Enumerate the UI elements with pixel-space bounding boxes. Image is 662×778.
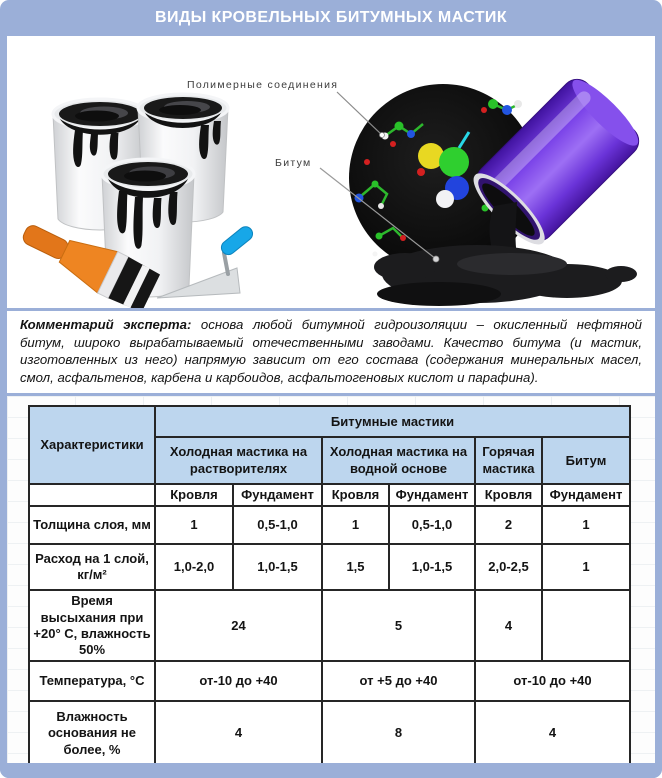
- value-cell: 1,5: [322, 544, 389, 590]
- table-row: [29, 661, 630, 701]
- value-cell: 1,0-2,0: [155, 544, 233, 590]
- expert-comment: [7, 308, 655, 396]
- page-title: ВИДЫ КРОВЕЛЬНЫХ БИТУМНЫХ МАСТИК: [155, 9, 507, 26]
- bitumen-illustration: [7, 36, 655, 308]
- value-cell: 1: [155, 506, 233, 544]
- value-cell: от-10 до +40: [475, 661, 630, 701]
- value-cell: 1: [542, 506, 630, 544]
- group-header: Битумные мастики: [155, 406, 630, 437]
- value-cell: 24: [155, 590, 322, 661]
- illustration: [7, 36, 655, 308]
- value-cell: от +5 до +40: [322, 661, 475, 701]
- page-body: [7, 36, 655, 763]
- surface-header: Фундамент: [389, 484, 475, 506]
- mastics-table: [28, 405, 631, 766]
- value-cell: 1,0-1,5: [389, 544, 475, 590]
- corner-empty-cell: [29, 484, 155, 506]
- corner-header: Характеристики: [29, 406, 155, 484]
- comment-body: основа любой битумной гидроизоляции – окисленный нефтяной битум, широко вырабатываемый отечественными заводами. Качество битума (и мастик, изготовленных из него) напрямую зависит от его состава (содержания минеральных масел, смол, асфальтенов, карбена и карбоидов, асфальтогеновых кислот и парафина).: [20, 317, 642, 385]
- row-label: Толщина слоя, мм: [29, 506, 155, 544]
- value-cell: 4: [475, 590, 542, 661]
- comment-lead: Комментарий эксперта:: [20, 317, 192, 332]
- subgroup-header-water: Холодная мастика на водной основе: [322, 437, 475, 484]
- value-cell: 2: [475, 506, 542, 544]
- surface-header: Кровля: [475, 484, 542, 506]
- row-label: Расход на 1 слой, кг/м²: [29, 544, 155, 590]
- bitumen-label: Битум: [275, 157, 312, 169]
- value-cell: 1,0-1,5: [233, 544, 322, 590]
- row-label: Влажность основания не более, %: [29, 701, 155, 765]
- table-section: [7, 396, 655, 766]
- value-cell: 0,5-1,0: [389, 506, 475, 544]
- value-cell: 5: [322, 590, 475, 661]
- value-cell: 4: [475, 701, 630, 765]
- polymer-label: Полимерные соединения: [187, 79, 339, 91]
- value-cell: 1: [322, 506, 389, 544]
- surface-header: Фундамент: [542, 484, 630, 506]
- value-cell: 8: [322, 701, 475, 765]
- row-label: Температура, °С: [29, 661, 155, 701]
- table-row: [29, 506, 630, 544]
- table-row: [29, 701, 630, 765]
- bottom-bar: [0, 763, 662, 778]
- value-cell: [542, 590, 630, 661]
- title-bar: [0, 0, 662, 36]
- surface-header: Кровля: [155, 484, 233, 506]
- value-cell: 0,5-1,0: [233, 506, 322, 544]
- value-cell: 4: [155, 701, 322, 765]
- subgroup-header-solvent: Холодная мастика на растворителях: [155, 437, 322, 484]
- subgroup-header-bitumen: Битум: [542, 437, 630, 484]
- row-label: Время высыхания при +20° С, влажность 50%: [29, 590, 155, 661]
- value-cell: 1: [542, 544, 630, 590]
- table-row: [29, 544, 630, 590]
- subgroup-header-hot: Горячая мастика: [475, 437, 542, 484]
- value-cell: 2,0-2,5: [475, 544, 542, 590]
- bitumen-puddle: [374, 245, 637, 306]
- surface-header: Кровля: [322, 484, 389, 506]
- value-cell: от-10 до +40: [155, 661, 322, 701]
- surface-header: Фундамент: [233, 484, 322, 506]
- table-row: [29, 590, 630, 661]
